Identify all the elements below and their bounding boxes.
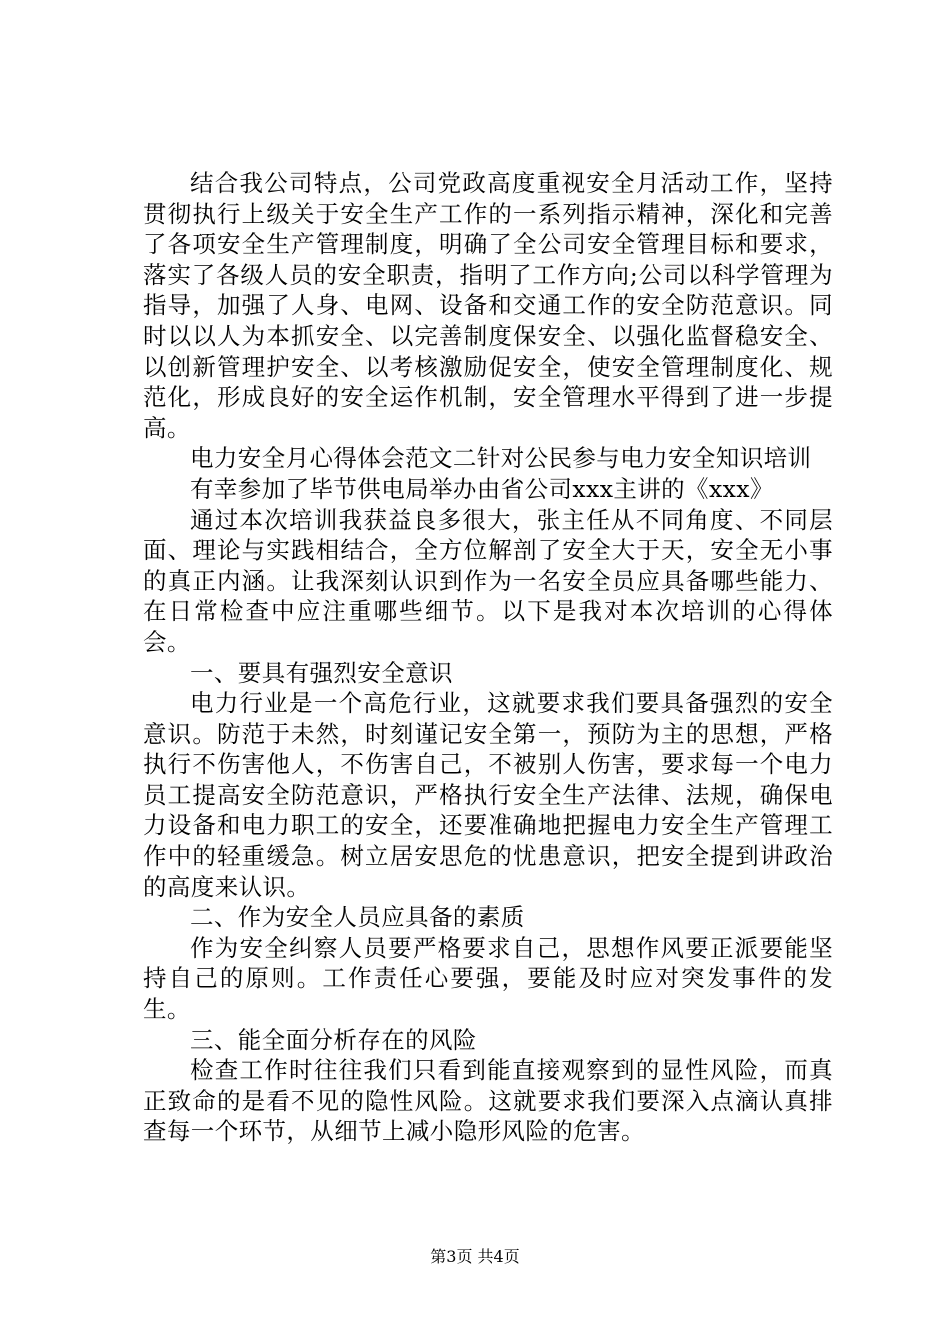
paragraph-training-intro: 有幸参加了毕节供电局举办由省公司xxx主讲的《xxx》 — [190, 474, 774, 503]
document-body — [143, 168, 833, 1147]
section-heading-risk-analysis: 三、能全面分析存在的风险 — [190, 1025, 477, 1054]
section-heading-qualities: 二、作为安全人员应具备的素质 — [190, 903, 525, 932]
page-footer — [0, 1247, 950, 1267]
section-heading-safety-awareness: 一、要具有强烈安全意识 — [190, 658, 453, 687]
page-number: 第3页 共4页 — [430, 1247, 520, 1266]
paragraph-safety-awareness: 电力行业是一个高危行业，这就要求我们要具备强烈的安全意识。防范于未然，时刻谨记安全第一，预防为主的思想，严格执行不伤害他人，不伤害自己，不被别人伤害，要求每一个电力员工提高安全防范意识，严格执行安全生产法律、法规，确保电力设备和电力职工的安全，还要准确地把握电力安全生产管理工作中的轻重缓急。树立居安思危的忧患意识，把安全提到讲政治的高度来认识。 — [143, 689, 833, 901]
paragraph-safety-month-summary: 结合我公司特点，公司党政高度重视安全月活动工作，坚持贯彻执行上级关于安全生产工作的一系列指示精神，深化和完善了各项安全生产管理制度，明确了全公司安全管理目标和要求，落实了各级人员的安全职责，指明了工作方向;公司以科学管理为指导，加强了人身、电网、设备和交通工作的安全防范意识。同时以以人为本抓安全、以完善制度保安全、以强化监督稳安全、以创新管理护安全、以考核激励促安全，使安全管理制度化、规范化，形成良好的安全运作机制，安全管理水平得到了进一步提高。 — [143, 169, 833, 442]
paragraph-essay-title: 电力安全月心得体会范文二针对公民参与电力安全知识培训 — [190, 444, 812, 473]
paragraph-qualities: 作为安全纠察人员要严格要求自己，思想作风要正派要能坚持自己的原则。工作责任心要强，要能及时应对突发事件的发生。 — [143, 933, 833, 1024]
paragraph-training-gains: 通过本次培训我获益良多很大，张主任从不同角度、不同层面、理论与实践相结合，全方位解剖了安全大于天，安全无小事的真正内涵。让我深刻认识到作为一名安全员应具备哪些能力、在日常检查中应注重哪些细节。以下是我对本次培训的心得体会。 — [143, 505, 833, 656]
paragraph-risk-analysis: 检查工作时往往我们只看到能直接观察到的显性风险，而真正致命的是看不见的隐性风险。这就要求我们要深入点滴认真排查每一个环节，从细节上减小隐形风险的危害。 — [143, 1056, 833, 1146]
